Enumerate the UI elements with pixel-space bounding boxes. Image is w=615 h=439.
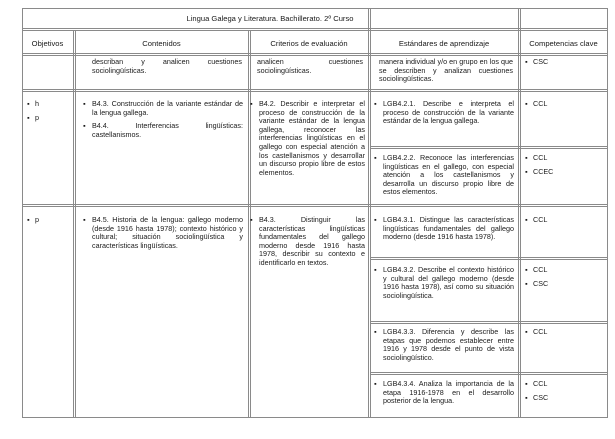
row-divider (22, 204, 608, 207)
objetivo-item: ▪ h (27, 99, 39, 108)
column-divider (370, 8, 371, 418)
curriculum-table (22, 8, 608, 418)
continuation-contenidos: describan y analicen cuestiones sociolingüísticas. (92, 57, 242, 75)
row-divider (22, 53, 608, 56)
criterio-item: ▪ B4.3. Distinguir las características lingüísticas fundamentales del gallego moderno desde 1916 hasta 1978, describir su contexto e identificarlo en textos. (250, 215, 365, 267)
estandar-item: ▪ LGB4.2.1. Describe e interpreta el proceso de construcción de la variante estándar de la lengua gallega. (374, 99, 514, 126)
row-divider (370, 372, 608, 375)
column-divider (518, 8, 519, 418)
competencia-item: ▪ CSC (525, 57, 549, 66)
competencia-item: ▪ CCL (525, 215, 548, 224)
header-criterios: Criterios de evaluación (270, 39, 348, 48)
row-divider (22, 89, 608, 92)
competencia-item: ▪ CCL (525, 99, 548, 108)
competencia-item: ▪ CCL (525, 265, 548, 274)
continuation-criterios: analicen cuestiones sociolingüísticas. (257, 57, 363, 75)
objetivo-item: ▪ p (27, 215, 39, 224)
column-divider (520, 8, 521, 418)
competencia-item: ▪ CCEC (525, 167, 554, 176)
header-objetivos: Objetivos (31, 39, 64, 48)
competencia-item: ▪ CSC (525, 393, 549, 402)
row-divider (370, 321, 608, 324)
table-border-right (607, 8, 608, 418)
estandar-item: ▪ LGB4.2.2. Reconoce las interferencias lingüísticas en el gallego, con especial atención a los castellanismos y desarrolla un discurso propio libre de estos elementos. (374, 153, 514, 197)
row-divider (22, 28, 608, 31)
estandar-item: ▪ LGB4.3.4. Analiza la importancia de la etapa 1916-1978 en el desarrollo posterior de la lengua. (374, 379, 514, 406)
criterio-item: ▪ B4.2. Describir e interpretar el proceso de construcción de la variante estándar de la lengua gallega, reconocer las interferencias lingüísticas en el gallego con especial atención a los castellanismos y desarrollar un discurso propio libre de estos elementos. (250, 99, 365, 177)
contenido-item: ▪ B4.4. Interferencias lingüísticas: castellanismos. (83, 121, 243, 139)
competencia-item: ▪ CSC (525, 279, 549, 288)
table-border-bottom (22, 417, 608, 418)
competencia-item: ▪ CCL (525, 153, 548, 162)
column-divider (368, 8, 369, 418)
header-contenidos: Contenidos (142, 39, 181, 48)
objetivo-item: ▪ p (27, 113, 39, 122)
estandar-item: ▪ LGB4.3.2. Describe el contexto histórico y cultural del gallego moderno (desde 1916 hasta 1978), así como su situación sociolingüística. (374, 265, 514, 300)
competencia-item: ▪ CCL (525, 379, 548, 388)
estandar-item: ▪ LGB4.3.3. Diferencia y describe las etapas que podemos establecer entre 1916 y 1978 desde el punto de vista sociolingüístico. (374, 327, 514, 362)
contenido-item: ▪ B4.3. Construcción de la variante estándar de la lengua gallega. (83, 99, 243, 117)
header-competencias: Competencias clave (529, 39, 598, 48)
continuation-estandares: manera individual y/o en grupo en los que se describen y analizan cuestiones sociolingüísticas. (379, 57, 513, 84)
table-border-left (22, 8, 23, 418)
contenido-item: ▪ B4.5. Historia de la lengua: gallego moderno (desde 1916 hasta 1978); contexto histórico y cultural; situación sociolingüística y características lingüísticas. (83, 215, 243, 250)
competencia-item: ▪ CCL (525, 327, 548, 336)
header-estandares: Estándares de aprendizaje (398, 39, 490, 48)
row-divider (370, 146, 608, 149)
row-divider (370, 257, 608, 260)
estandar-item: ▪ LGB4.3.1. Distingue las características lingüísticas fundamentales del gallego moderno (desde 1916 hasta 1978). (374, 215, 514, 242)
table-title: Lingua Galega y Literatura. Bachillerato. 2º Curso (186, 14, 354, 23)
table-border-top (22, 8, 608, 9)
